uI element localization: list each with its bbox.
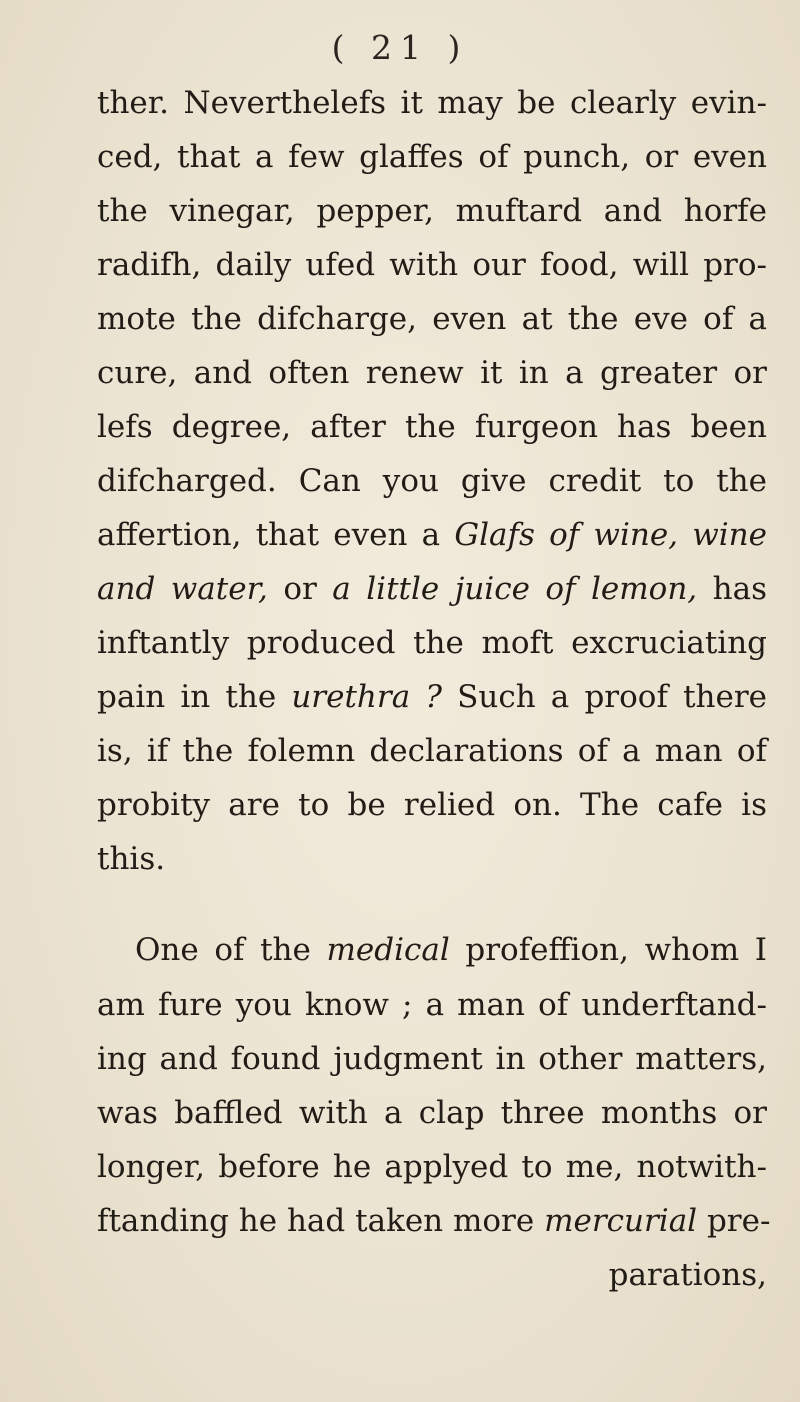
text-line: [97, 724, 767, 778]
text-segment: profeffion, whom I: [449, 932, 767, 968]
italic-text: mercurial: [544, 1203, 698, 1239]
text-line: [97, 346, 767, 400]
text-segment: radifh, daily ufed with our food, will pro-: [97, 247, 767, 283]
text-segment: was baffled with a clap three months or: [97, 1095, 767, 1131]
text-line: [97, 670, 767, 724]
text-segment: parations,: [608, 1257, 767, 1293]
text-line: [97, 292, 767, 346]
text-segment: cure, and often renew it in a greater or: [97, 355, 767, 391]
text-segment: ing and found judgment in other matters,: [97, 1041, 767, 1077]
text-segment: ced, that a few glaffes of punch, or even: [97, 139, 767, 175]
text-line: [97, 76, 767, 130]
text-line: [97, 1032, 767, 1086]
text-line: [135, 923, 767, 977]
text-line: [97, 184, 767, 238]
text-line: [97, 1140, 767, 1194]
italic-text: and water,: [97, 571, 268, 607]
text-line: [97, 130, 767, 184]
text-segment: the vinegar, pepper, muftard and horfe: [97, 193, 767, 229]
text-segment: this.: [97, 841, 166, 877]
text-line: [97, 832, 165, 886]
text-segment: or: [267, 571, 333, 607]
italic-text: Glafs of wine, wine: [454, 517, 767, 553]
text-segment: longer, before he applyed to me, notwith-: [97, 1149, 767, 1185]
text-segment: affertion, that even a: [97, 517, 455, 553]
text-line: [97, 1086, 767, 1140]
catchword: [609, 1248, 767, 1302]
italic-text: a little juice of lemon,: [332, 571, 698, 607]
text-line: [97, 400, 767, 454]
text-line: [97, 1194, 771, 1248]
text-segment: probity are to be relied on. The cafe is: [97, 787, 767, 823]
text-segment: am fure you know ; a man of underftand-: [97, 987, 767, 1023]
text-segment: difcharged. Can you give credit to the: [97, 463, 767, 499]
text-line: [97, 616, 767, 670]
text-segment: pain in the: [97, 679, 292, 715]
text-line: [97, 508, 767, 562]
text-segment: mote the difcharge, even at the eve of a: [97, 301, 767, 337]
text-segment: has: [697, 571, 767, 607]
text-segment: pre-: [697, 1203, 771, 1239]
text-line: [97, 238, 767, 292]
page-number: ( 21 ): [331, 28, 469, 67]
text-line: [97, 562, 767, 616]
text-segment: ftanding he had taken more: [97, 1203, 545, 1239]
text-segment: inftantly produced the moft excruciating: [97, 625, 767, 661]
italic-text: medical: [326, 932, 450, 968]
text-segment: Such a proof there: [441, 679, 768, 715]
text-line: [97, 778, 767, 832]
text-segment: ther. Neverthelefs it may be clearly evin-: [97, 85, 767, 121]
text-line: [97, 454, 767, 508]
text-segment: is, if the folemn declarations of a man of: [97, 733, 767, 769]
text-line: [97, 978, 767, 1032]
text-segment: One of the: [135, 932, 327, 968]
text-segment: lefs degree, after the furgeon has been: [97, 409, 767, 445]
italic-text: urethra ?: [291, 679, 442, 715]
